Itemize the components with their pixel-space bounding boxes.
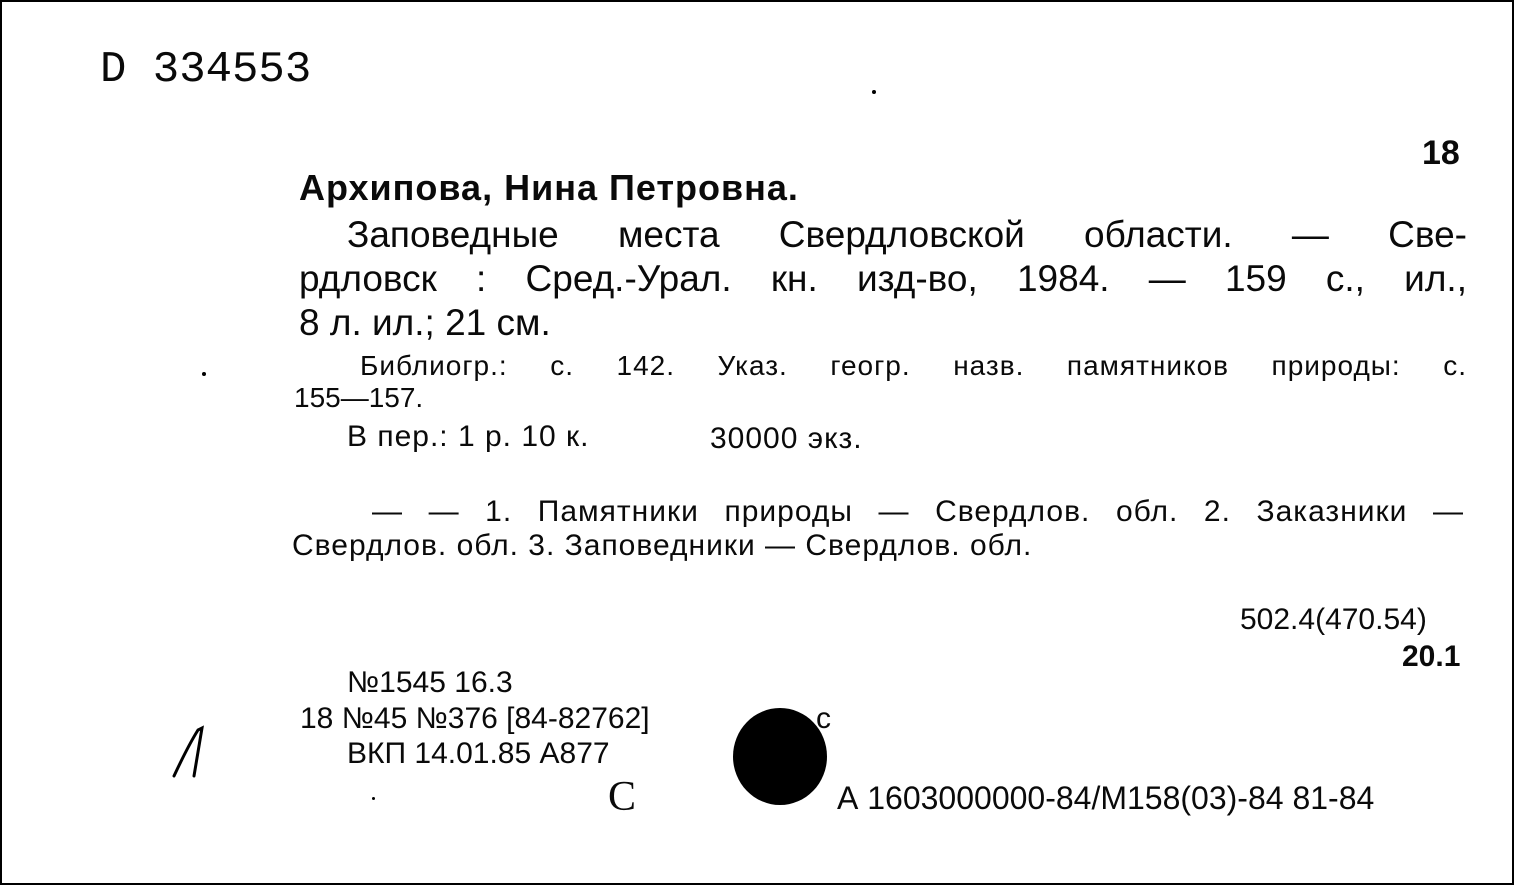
author-heading: Архипова, Нина Петровна. xyxy=(299,167,799,208)
title-line-3: 8 л. ил.; 21 см. xyxy=(299,302,551,343)
subjects-line-1: — — 1. Памятники природы — Свердлов. обл. 2. Заказники — xyxy=(372,495,1464,528)
notes-line-1: Библиогр.: с. 142. Указ. геогр. назв. памятников природы: с. xyxy=(360,350,1467,381)
speck xyxy=(372,797,375,800)
subjects-line-2: Свердлов. обл. 3. Заповедники — Свердлов. обл. xyxy=(292,529,1033,562)
notes-line-2: 155—157. xyxy=(294,382,424,413)
classification: 502.4(470.54) xyxy=(1240,603,1427,636)
registry-line-3: ВКП 14.01.85 А877 xyxy=(347,737,610,770)
title-line-1: Заповедные места Свердловской области. — Све- xyxy=(347,214,1467,255)
punch-hole xyxy=(733,708,827,805)
price: В пер.: 1 р. 10 к. xyxy=(347,420,590,453)
isbn-line: А 1603000000-84/М158(03)-84 81-84 xyxy=(837,780,1375,816)
registry-line-2: 18 №45 №376 [84-82762] xyxy=(300,702,650,735)
registry-mark: с xyxy=(816,702,831,735)
letter-c: С xyxy=(608,774,637,820)
registry-line-1: №1545 16.3 xyxy=(347,666,513,699)
shelf-number: 18 xyxy=(1422,134,1460,172)
title-line-2: рдловск : Сред.-Урал. кн. изд-во, 1984. — 159 с., ил., xyxy=(299,258,1467,299)
class-secondary: 20.1 xyxy=(1402,640,1461,673)
copies: 30000 экз. xyxy=(710,422,863,455)
handwritten-mark xyxy=(166,724,216,784)
speck xyxy=(202,372,206,376)
speck xyxy=(872,90,876,94)
card-id: D 334553 xyxy=(100,45,312,95)
